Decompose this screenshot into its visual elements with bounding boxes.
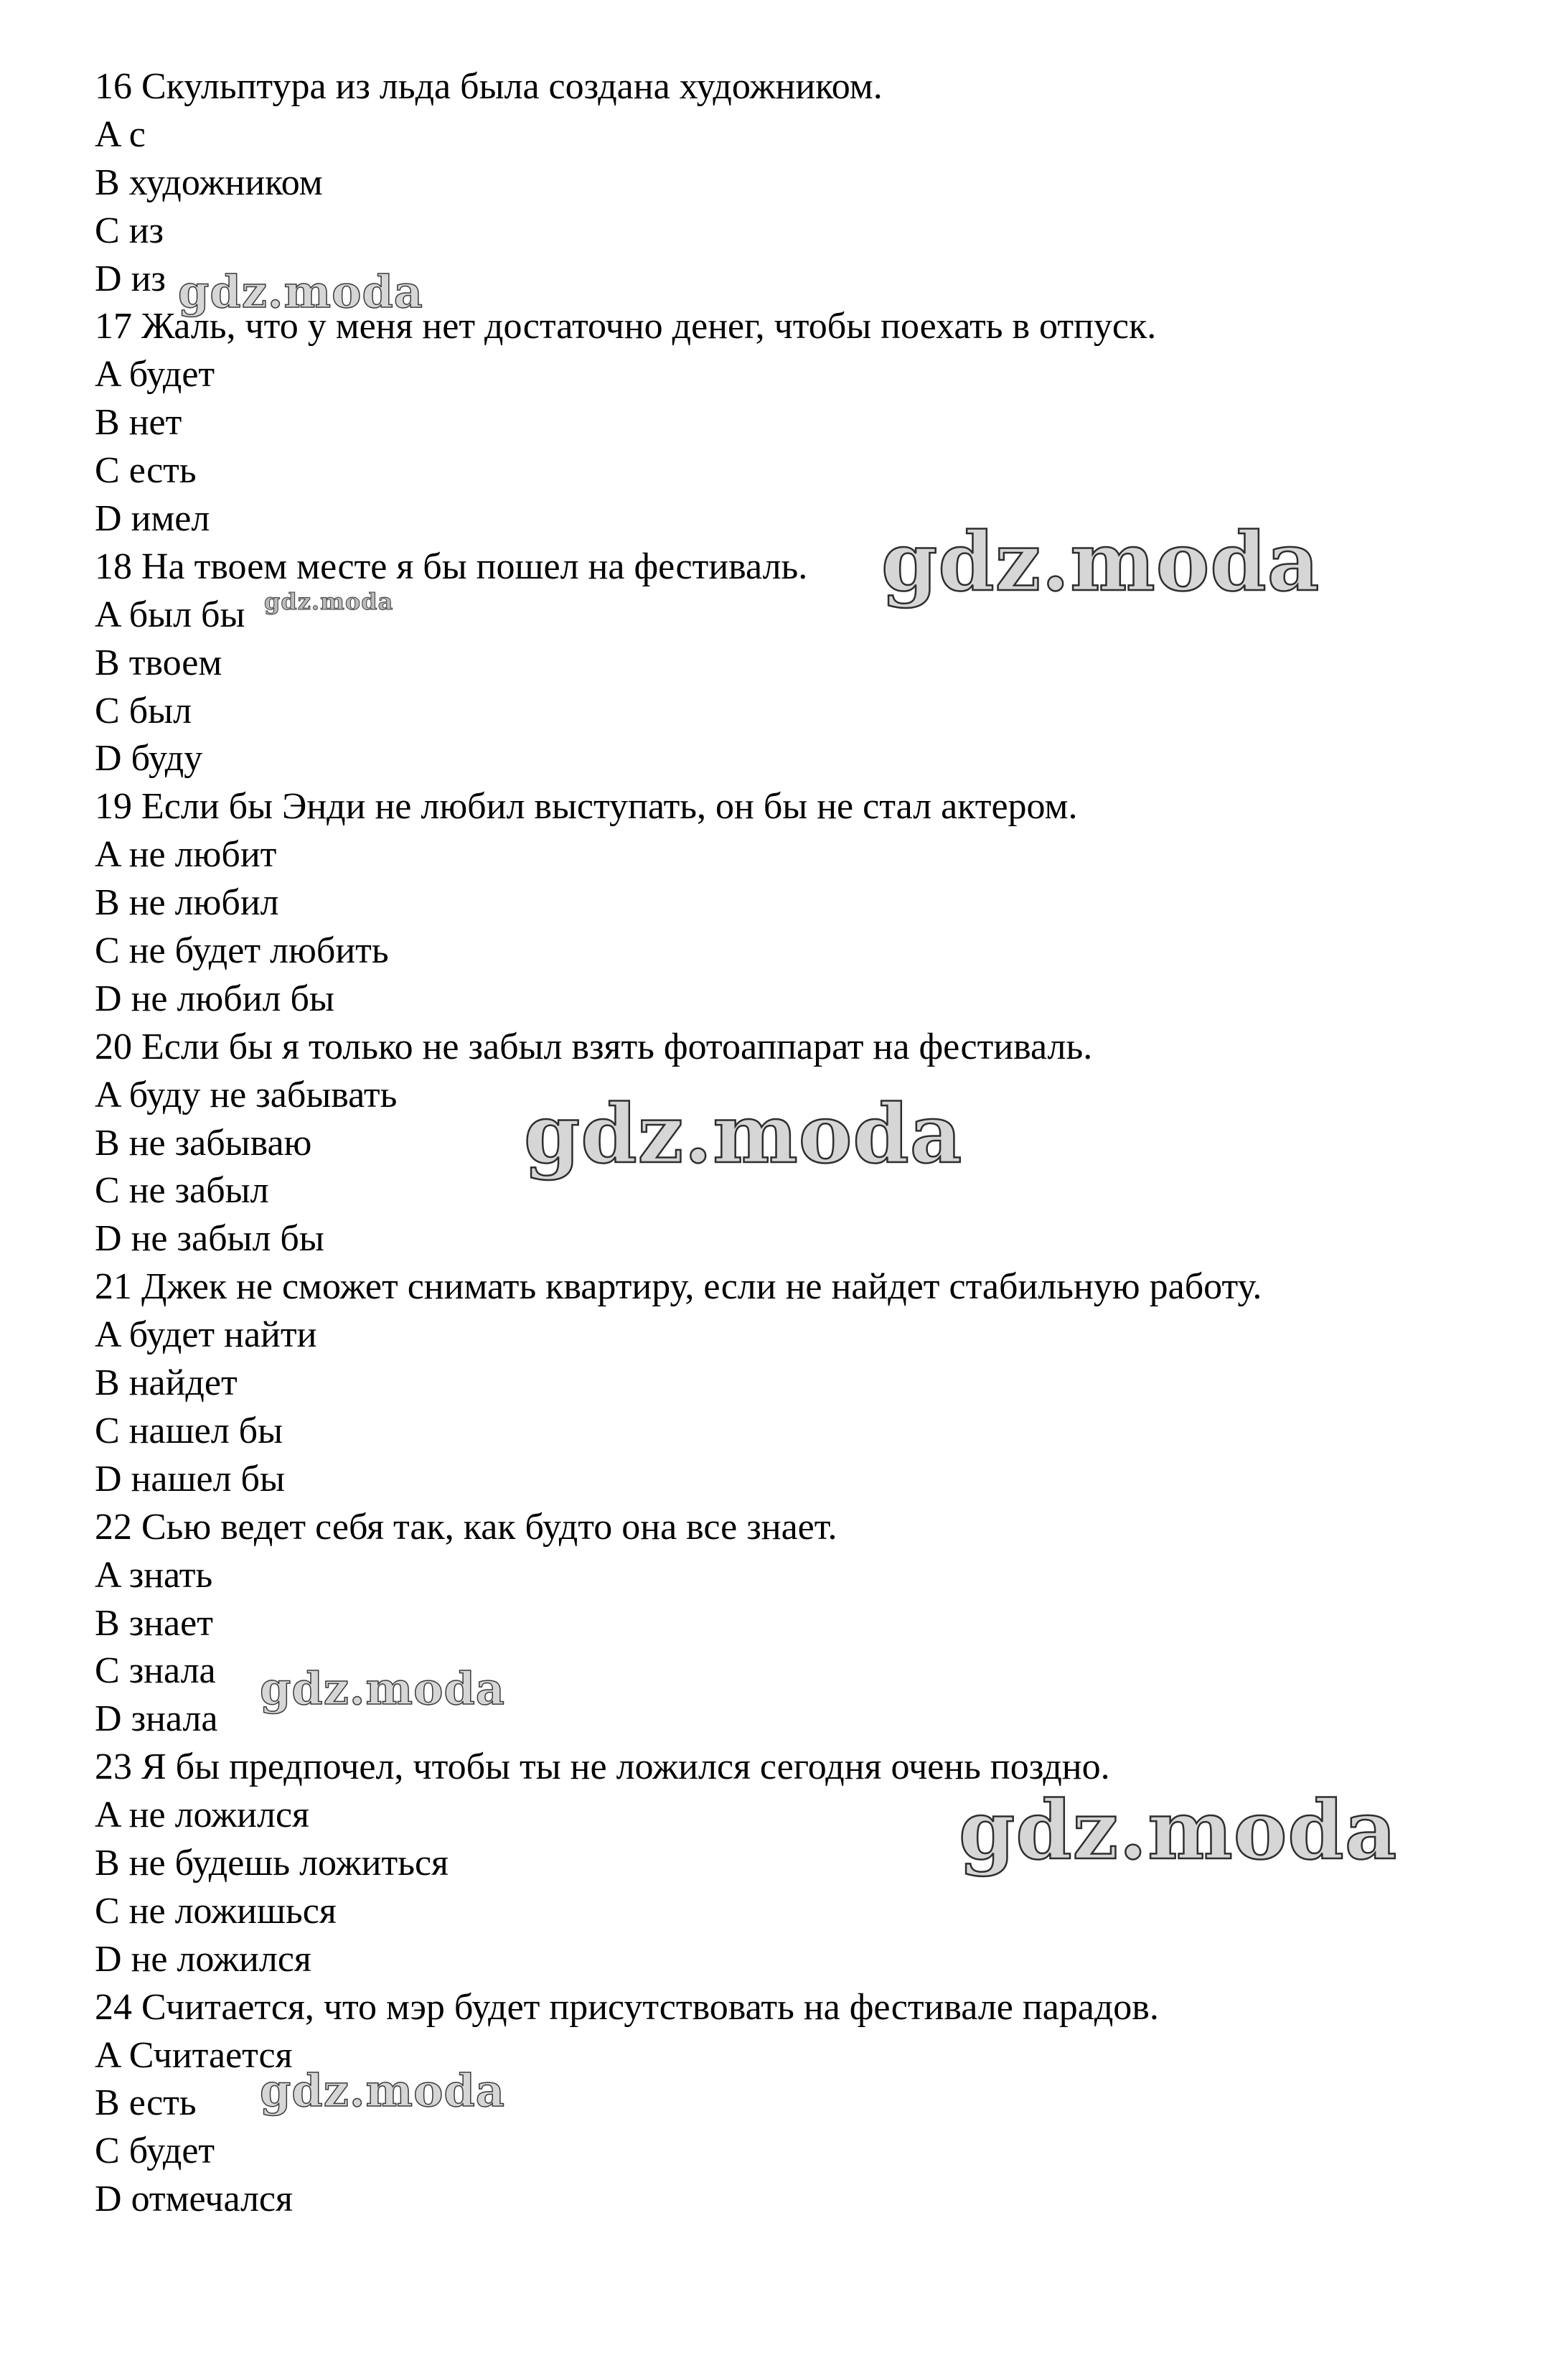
question-line: [95, 1263, 1516, 1311]
option-letter: B: [95, 1362, 120, 1404]
option-line: [95, 1408, 1516, 1456]
option-letter: B: [95, 1842, 120, 1884]
option-letter: D: [95, 978, 122, 1019]
option-line: [95, 1888, 1516, 1936]
question-text: На твоем месте я бы пошел на фестиваль.: [141, 546, 808, 587]
option-text: буду: [131, 738, 203, 780]
option-letter: B: [95, 1602, 120, 1644]
option-letter: D: [95, 1938, 122, 1980]
option-letter: C: [95, 450, 120, 492]
option-letter: A: [95, 1795, 120, 1836]
option-text: из: [128, 210, 164, 251]
option-text: знать: [128, 1554, 213, 1596]
question-text: Если бы я только не забыл взять фотоаппарат на фестиваль.: [141, 1026, 1093, 1067]
option-line: [95, 735, 1516, 783]
question-number: 18: [95, 546, 132, 587]
option-letter: A: [95, 1314, 120, 1356]
option-letter: C: [95, 690, 120, 731]
option-text: не любил: [128, 882, 279, 924]
option-text: не забыл бы: [131, 1218, 324, 1260]
option-letter: A: [95, 594, 120, 635]
option-line: [95, 975, 1516, 1024]
option-text: будет: [128, 354, 215, 396]
option-letter: A: [95, 113, 120, 155]
option-line: [95, 2128, 1516, 2176]
option-letter: C: [95, 1170, 120, 1212]
option-letter: C: [95, 210, 120, 251]
option-letter: D: [95, 738, 122, 780]
option-letter: A: [95, 354, 120, 396]
option-line: [95, 159, 1516, 207]
watermark-logo: gdz.moda: [959, 1784, 1398, 1878]
option-letter: A: [95, 1554, 120, 1596]
option-letter: C: [95, 1410, 120, 1451]
watermark-logo: gdz.moda: [524, 1087, 963, 1182]
option-line: [95, 1215, 1516, 1263]
option-line: [95, 1600, 1516, 1648]
option-letter: D: [95, 1698, 122, 1740]
option-text: не забываю: [128, 1122, 312, 1164]
watermark-logo: gdz.moda: [260, 1662, 505, 1715]
option-letter: A: [95, 1074, 120, 1115]
watermark-logo: gdz.moda: [881, 515, 1320, 609]
option-text: не будет любить: [128, 930, 389, 972]
question-line: [95, 1024, 1516, 1072]
question-text: Я бы предпочел, чтобы ты не ложился сегодня очень поздно.: [141, 1746, 1110, 1788]
option-text: знала: [131, 1698, 218, 1740]
question-line: [95, 783, 1516, 831]
option-letter: D: [95, 498, 122, 540]
option-text: с: [128, 113, 146, 155]
question-number: 16: [95, 66, 132, 107]
option-text: имел: [131, 498, 210, 540]
option-text: не ложишься: [128, 1890, 337, 1932]
option-letter: C: [95, 930, 120, 972]
option-line: [95, 1552, 1516, 1600]
option-line: [95, 111, 1516, 159]
option-text: отмечался: [131, 2179, 293, 2220]
option-letter: D: [95, 258, 122, 299]
option-text: был: [128, 690, 192, 731]
watermark-logo: gdz.moda: [264, 588, 394, 615]
option-letter: B: [95, 2082, 120, 2124]
option-text: найдет: [128, 1362, 238, 1404]
option-letter: B: [95, 402, 120, 444]
option-line: [95, 207, 1516, 256]
option-line: [95, 879, 1516, 927]
option-line: [95, 1936, 1516, 1984]
option-text: не любит: [128, 834, 277, 876]
watermark-logo: gdz.moda: [178, 266, 423, 318]
option-letter: C: [95, 2130, 120, 2172]
question-line: [95, 1984, 1516, 2032]
option-letter: B: [95, 1122, 120, 1164]
option-text: знала: [128, 1650, 216, 1692]
option-letter: D: [95, 1218, 122, 1260]
question-number: 19: [95, 786, 132, 828]
option-text: есть: [128, 450, 197, 492]
question-number: 20: [95, 1026, 132, 1067]
option-text: будет найти: [128, 1314, 317, 1356]
option-line: [95, 831, 1516, 879]
option-letter: B: [95, 642, 120, 683]
question-text: Если бы Энди не любил выступать, он бы не стал актером.: [141, 786, 1078, 828]
question-text: Скульптура из льда была создана художником.: [141, 66, 883, 107]
question-line: [95, 63, 1516, 111]
option-line: [95, 640, 1516, 688]
option-text: нашел бы: [131, 1458, 285, 1499]
question-text: Джек не сможет снимать квартиру, если не найдет стабильную работу.: [141, 1266, 1262, 1308]
option-text: Считается: [128, 2034, 293, 2076]
option-line: [95, 927, 1516, 975]
option-letter: C: [95, 1650, 120, 1692]
option-text: не ложился: [128, 1795, 309, 1836]
option-text: твоем: [128, 642, 222, 683]
option-letter: A: [95, 834, 120, 876]
option-text: не забыл: [128, 1170, 269, 1212]
question-number: 17: [95, 306, 132, 347]
option-letter: C: [95, 1890, 120, 1932]
option-line: [95, 399, 1516, 447]
option-text: художником: [128, 162, 323, 203]
option-letter: D: [95, 1458, 122, 1499]
question-line: [95, 1504, 1516, 1552]
watermark-logo: gdz.moda: [260, 2064, 505, 2117]
question-number: 23: [95, 1746, 132, 1788]
option-text: нет: [128, 402, 182, 444]
question-text: Жаль, что у меня нет достаточно денег, чтобы поехать в отпуск.: [141, 306, 1157, 347]
question-number: 21: [95, 1266, 132, 1308]
option-text: нашел бы: [128, 1410, 283, 1451]
question-text: Сью ведет себя так, как будто она все знает.: [141, 1506, 837, 1548]
option-letter: D: [95, 2179, 122, 2220]
option-letter: B: [95, 882, 120, 924]
option-text: не будешь ложиться: [128, 1842, 449, 1884]
option-line: [95, 447, 1516, 495]
option-line: [95, 2176, 1516, 2224]
option-text: из: [131, 258, 166, 299]
option-line: [95, 351, 1516, 399]
option-text: был бы: [128, 594, 245, 635]
option-line: [95, 1311, 1516, 1360]
option-text: знает: [128, 1602, 213, 1644]
question-text: Считается, что мэр будет присутствовать на фестивале парадов.: [141, 1986, 1159, 2028]
option-letter: B: [95, 162, 120, 203]
option-text: не любил бы: [131, 978, 334, 1019]
question-number: 24: [95, 1986, 132, 2028]
option-text: буду не забывать: [128, 1074, 398, 1115]
option-text: будет: [128, 2130, 215, 2172]
option-text: не ложился: [131, 1938, 311, 1980]
option-line: [95, 1456, 1516, 1504]
question-number: 22: [95, 1506, 132, 1548]
option-text: есть: [128, 2082, 197, 2124]
option-line: [95, 688, 1516, 736]
option-line: [95, 1360, 1516, 1408]
option-letter: A: [95, 2034, 120, 2076]
